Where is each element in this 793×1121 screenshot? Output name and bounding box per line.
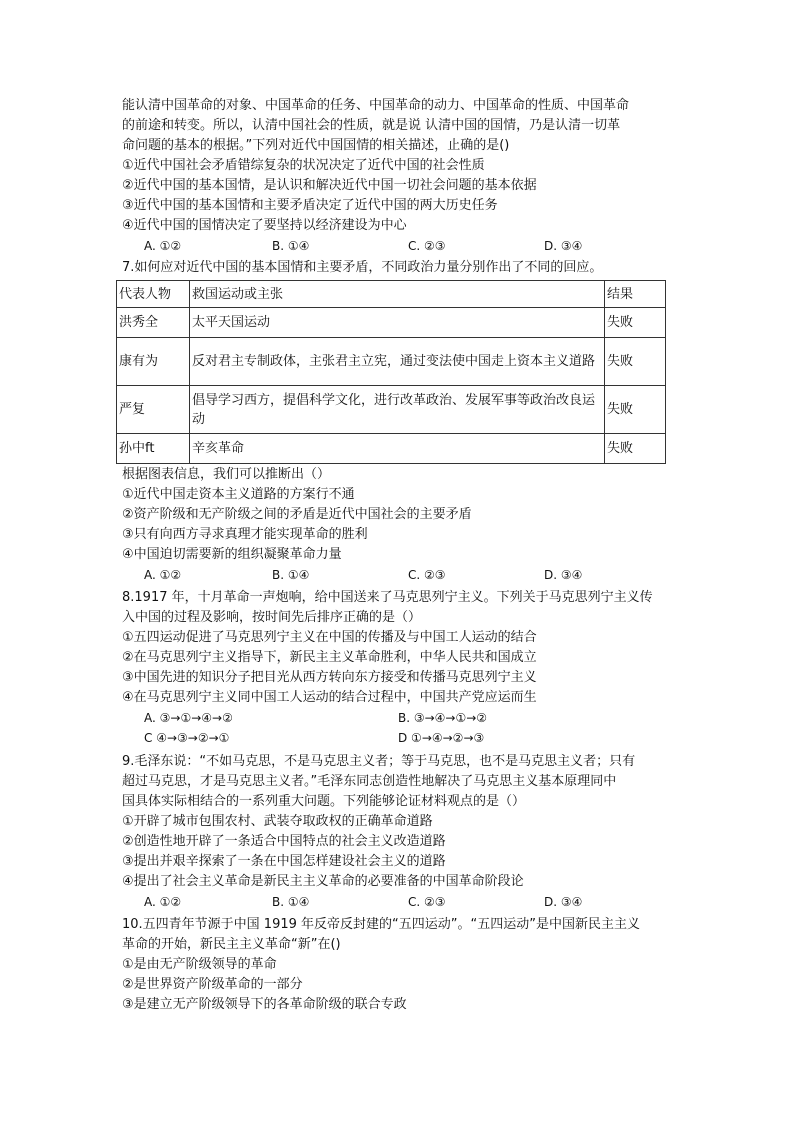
question-stem: 国具体实际相结合的一系列重大问题。下列能够论证材料观点的是（） (122, 794, 526, 809)
option-d: D. ③④ (544, 895, 583, 909)
option-c: C. ②③ (408, 895, 446, 909)
option-b: B. ①④ (272, 568, 310, 582)
table-cell: 失败 (605, 386, 666, 434)
option-a: A. ①② (144, 895, 182, 909)
question-9 (122, 752, 674, 912)
question-6-continuation (122, 96, 674, 256)
option-c: C. ②③ (408, 239, 446, 253)
table-header-cell: 救国运动或主张 (190, 281, 605, 308)
statement-item: ②近代中国的基本国情，是认识和解决近代中国一切社会问题的基本依据 (122, 178, 537, 193)
table-cell: 康有为 (117, 338, 190, 386)
statement-item: ③只有向西方寻求真理才能实现革命的胜利 (122, 527, 368, 542)
intro-line: 命问题的基本的根据。”下列对近代中国国情的相关描述，止确的是() (122, 138, 510, 153)
table-cell: 严复 (117, 386, 190, 434)
answer-options (122, 708, 674, 728)
option-c: C ④→③→②→① (144, 731, 230, 745)
statement-item: ①五四运动促进了马克思列宁主义在中国的传播及与中国工人运动的结合 (122, 630, 537, 645)
table-cell: 辛亥革命 (190, 434, 605, 464)
option-d: D. ③④ (544, 239, 583, 253)
question-10 (122, 915, 674, 1015)
political-forces-table (116, 280, 666, 464)
table-header-cell: 结果 (605, 281, 666, 308)
table-header-cell: 代表人物 (117, 281, 190, 308)
question-stem: 超过马克思，才是马克思主义者。”毛泽东同志创造性地解决了马克思主义基本原理同中 (122, 774, 617, 789)
option-a: A. ①② (144, 568, 182, 582)
table-cell: 倡导学习西方，提倡科学文化，进行改革政治、发展军事等政治改良运动 (190, 386, 605, 434)
statement-item: ②资产阶级和无产阶级之间的矛盾是近代中国社会的主要矛盾 (122, 507, 472, 522)
table-cell: 孙中ft (117, 434, 190, 464)
option-b: B. ①④ (272, 895, 310, 909)
question-7-stem (122, 258, 674, 278)
table-cell: 失败 (605, 338, 666, 386)
statement-item: ③是建立无产阶级领导下的各革命阶级的联合专政 (122, 997, 407, 1012)
statement-item: ①开辟了城市包围农村、武装夺取政权的正确革命道路 (122, 814, 433, 829)
table-cell: 洪秀全 (117, 308, 190, 338)
table-cell: 太平天国运动 (190, 308, 605, 338)
question-stem: 入中国的过程及影响，按时间先后排序正确的是（） (122, 610, 422, 625)
statement-item: ①是由无产阶级领导的革命 (122, 957, 277, 972)
statement-item: ③中国先进的知识分子把目光从西方转向东方接受和传播马克思列宁主义 (122, 670, 537, 685)
answer-options (122, 236, 674, 256)
statement-item: ②是世界资产阶级革命的一部分 (122, 977, 303, 992)
intro-line: 能认清中国革命的对象、中国革命的任务、中国革命的动力、中国革命的性质、中国革命 (122, 98, 630, 113)
statement-item: ④近代中国的国情决定了要坚持以经济建设为中心 (122, 218, 407, 233)
table-cell: 失败 (605, 434, 666, 464)
option-b: B. ①④ (272, 239, 310, 253)
option-a: A. ①② (144, 239, 182, 253)
statement-item: ④中国迫切需要新的组织凝聚革命力量 (122, 547, 342, 562)
option-b: B. ③→④→①→② (398, 711, 488, 725)
question-stem: 7.如何应对近代中国的基本国情和主要矛盾，不同政治力量分别作出了不同的回应。 (122, 260, 603, 275)
question-stem: 革命的开始，新民主主义革命“新”在() (122, 937, 341, 952)
answer-options (122, 565, 674, 585)
table-cell: 失败 (605, 308, 666, 338)
option-a: A. ③→①→④→② (144, 711, 233, 725)
statement-item: ④提出了社会主义革命是新民主主义革命的必要准备的中国革命阶段论 (122, 874, 524, 889)
intro-line: 的前途和转变。所以，认清中国社会的性质，就是说 认清中国的国情，乃是认清一切革 (122, 118, 621, 133)
question-stem: 9.毛泽东说：“不如马克思，不是马克思主义者；等于马克思，也不是马克思主义者；只有 (122, 754, 636, 769)
question-8 (122, 588, 674, 748)
option-d: D. ③④ (544, 568, 583, 582)
statement-item: ②在马克思列宁主义指导下，新民主主义革命胜利，中华人民共和国成立 (122, 650, 537, 665)
question-stem: 8.1917 年，十月革命一声炮响，给中国送来了马克思列宁主义。下列关于马克思列宁主义传 (122, 590, 653, 605)
answer-options (122, 728, 674, 748)
statement-item: ③提出并艰辛探索了一条在中国怎样建设社会主义的道路 (122, 854, 446, 869)
table-row (117, 434, 666, 464)
option-c: C. ②③ (408, 568, 446, 582)
table-cell: 反对君主专制政体，主张君主立宪，通过变法使中国走上资本主义道路 (190, 338, 605, 386)
statement-item: ②创造性地开辟了一条适合中国特点的社会主义改造道路 (122, 834, 446, 849)
question-prompt: 根据图表信息，我们可以推断出（） (122, 467, 331, 482)
table-row (117, 308, 666, 338)
question-stem: 10.五四青年节源于中国 1919 年反帝反封建的“五四运动”。“五四运动”是中国新民主主义 (122, 917, 640, 932)
statement-item: ④在马克思列宁主义同中国工人运动的结合过程中，中国共产党应运而生 (122, 690, 537, 705)
option-d: D ①→④→②→③ (398, 731, 485, 745)
statement-item: ①近代中国走资本主义道路的方案行不通 (122, 487, 355, 502)
table-row (117, 338, 666, 386)
table-header-row (117, 281, 666, 308)
statement-item: ①近代中国社会矛盾错综复杂的状况决定了近代中国的社会性质 (122, 158, 485, 173)
table-row (117, 386, 666, 434)
question-7-body (122, 465, 674, 585)
answer-options (122, 892, 674, 912)
statement-item: ③近代中国的基本国情和主要矛盾决定了近代中国的两大历史任务 (122, 198, 498, 213)
